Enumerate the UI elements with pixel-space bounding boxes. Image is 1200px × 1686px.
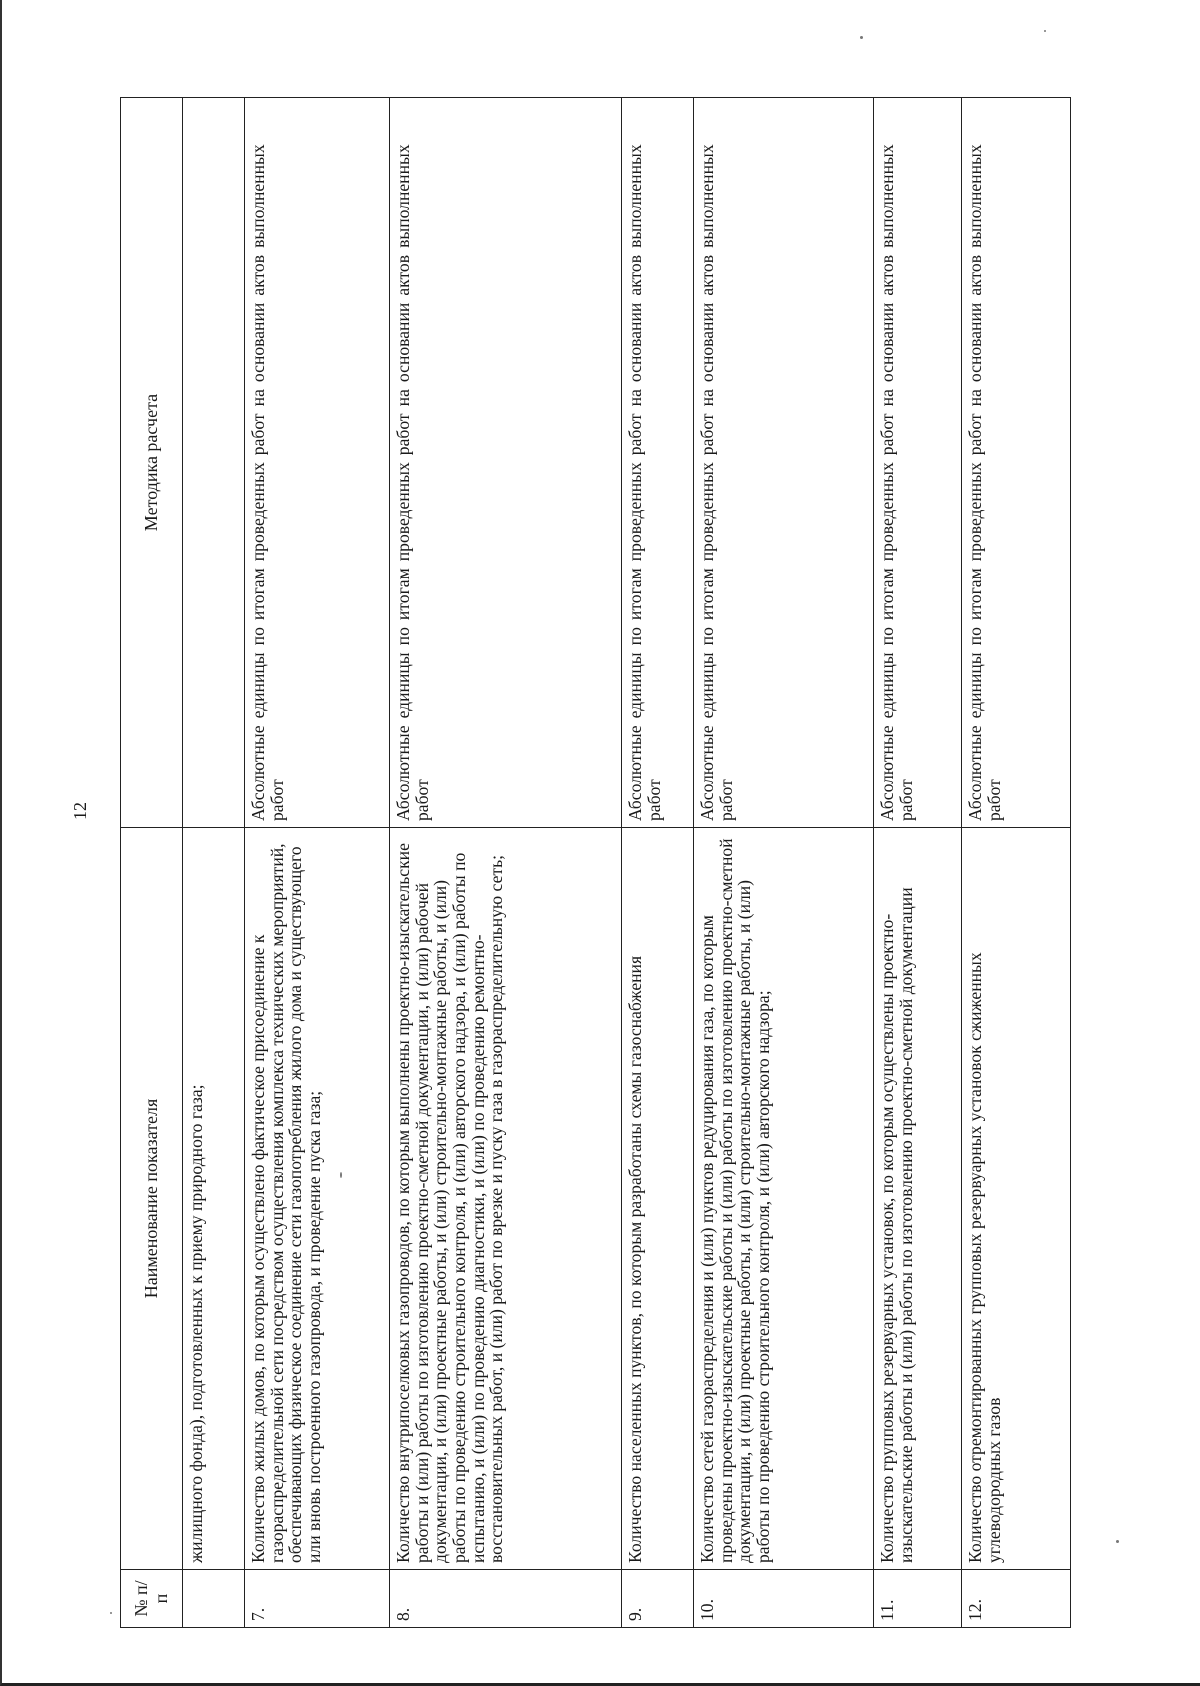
row-number bbox=[183, 1570, 245, 1628]
header-name: Наименование показателя bbox=[121, 828, 183, 1570]
table-header-row bbox=[121, 98, 183, 1628]
row-number: 12. bbox=[962, 1570, 1071, 1628]
calculation-method: Абсолютные единицы по итогам проведенных работ на основании актов выполненных работ bbox=[962, 98, 1071, 828]
page-number: 12 bbox=[70, 802, 90, 820]
indicator-name: Количество населенных пунктов, по которым разработаны схемы газоснабжения bbox=[622, 828, 694, 1570]
indicator-name: Количество жилых домов, по которым осуществлено фактическое присоединение к газораспределительной сети посредством осуществления комплекса технических мероприятий, обеспечивающих физическое соединение сети газопотребления жилого дома и существующего или вновь построенного газопровода, и проведение пуска газа; bbox=[245, 828, 390, 1570]
scan-speck bbox=[860, 36, 863, 39]
table-row bbox=[622, 98, 694, 1628]
indicator-name: Количество сетей газораспределения и (или) пунктов редуцирования газа, по которым проведены проектно-изыскательские работы и (или) работы по изготовлению проектно-сметной документации, и (или) проектные работы, и (или) строительно-монтажные работы, и (или) работы по проведению строительного контроля, и (или) авторского надзора; bbox=[694, 828, 874, 1570]
header-method: Методика расчета bbox=[121, 98, 183, 828]
indicator-name: жилищного фонда), подготовленных к приему природного газа; bbox=[183, 828, 245, 1570]
row-number: 10. bbox=[694, 1570, 874, 1628]
table-row bbox=[245, 98, 390, 1628]
table-row bbox=[183, 98, 245, 1628]
calculation-method: Абсолютные единицы по итогам проведенных работ на основании актов выполненных работ bbox=[390, 98, 622, 828]
calculation-method bbox=[183, 98, 245, 828]
row-number: 7. bbox=[245, 1570, 390, 1628]
calculation-method: Абсолютные единицы по итогам проведенных работ на основании актов выполненных работ bbox=[694, 98, 874, 828]
indicator-table bbox=[120, 97, 1071, 1628]
scan-speck bbox=[1116, 1540, 1119, 1543]
indicator-name: Количество внутрипоселковых газопроводов, по которым выполнены проектно-изыскательские работы и (или) работы по изготовлению проектно-сметной документации, и (или) рабочей документации, и (или) проектные работы, и (или) строительно-монтажные работы, и (или) работы по проведению строительного контроля, и (или) авторского надзора, и (или) работы по испытанию, и (или) по проведению диагностики, и (или) по проведению ремонтно-восстановительных работ, и (или) работ по врезке и пуску газа в газораспределительную сеть; bbox=[390, 828, 622, 1570]
scan-speck bbox=[110, 1612, 112, 1614]
indicator-name: Количество отремонтированных групповых резервуарных установок сжиженных углеводородных газов bbox=[962, 828, 1071, 1570]
table-row bbox=[962, 98, 1071, 1628]
table-row bbox=[390, 98, 622, 1628]
table-row bbox=[694, 98, 874, 1628]
row-number: 9. bbox=[622, 1570, 694, 1628]
scan-speck bbox=[340, 1172, 342, 1178]
header-num: № п/п bbox=[121, 1570, 183, 1628]
calculation-method: Абсолютные единицы по итогам проведенных работ на основании актов выполненных работ bbox=[245, 98, 390, 828]
row-number: 11. bbox=[874, 1570, 962, 1628]
scan-speck bbox=[1044, 30, 1046, 32]
table-row bbox=[874, 98, 962, 1628]
calculation-method: Абсолютные единицы по итогам проведенных работ на основании актов выполненных работ bbox=[874, 98, 962, 828]
indicator-name: Количество групповых резервуарных установок, по которым осуществлены проектно-изыскательские работы и (или) работы по изготовлению проектно-сметной документации bbox=[874, 828, 962, 1570]
calculation-method: Абсолютные единицы по итогам проведенных работ на основании актов выполненных работ bbox=[622, 98, 694, 828]
rotated-table-container bbox=[120, 98, 1070, 1628]
row-number: 8. bbox=[390, 1570, 622, 1628]
